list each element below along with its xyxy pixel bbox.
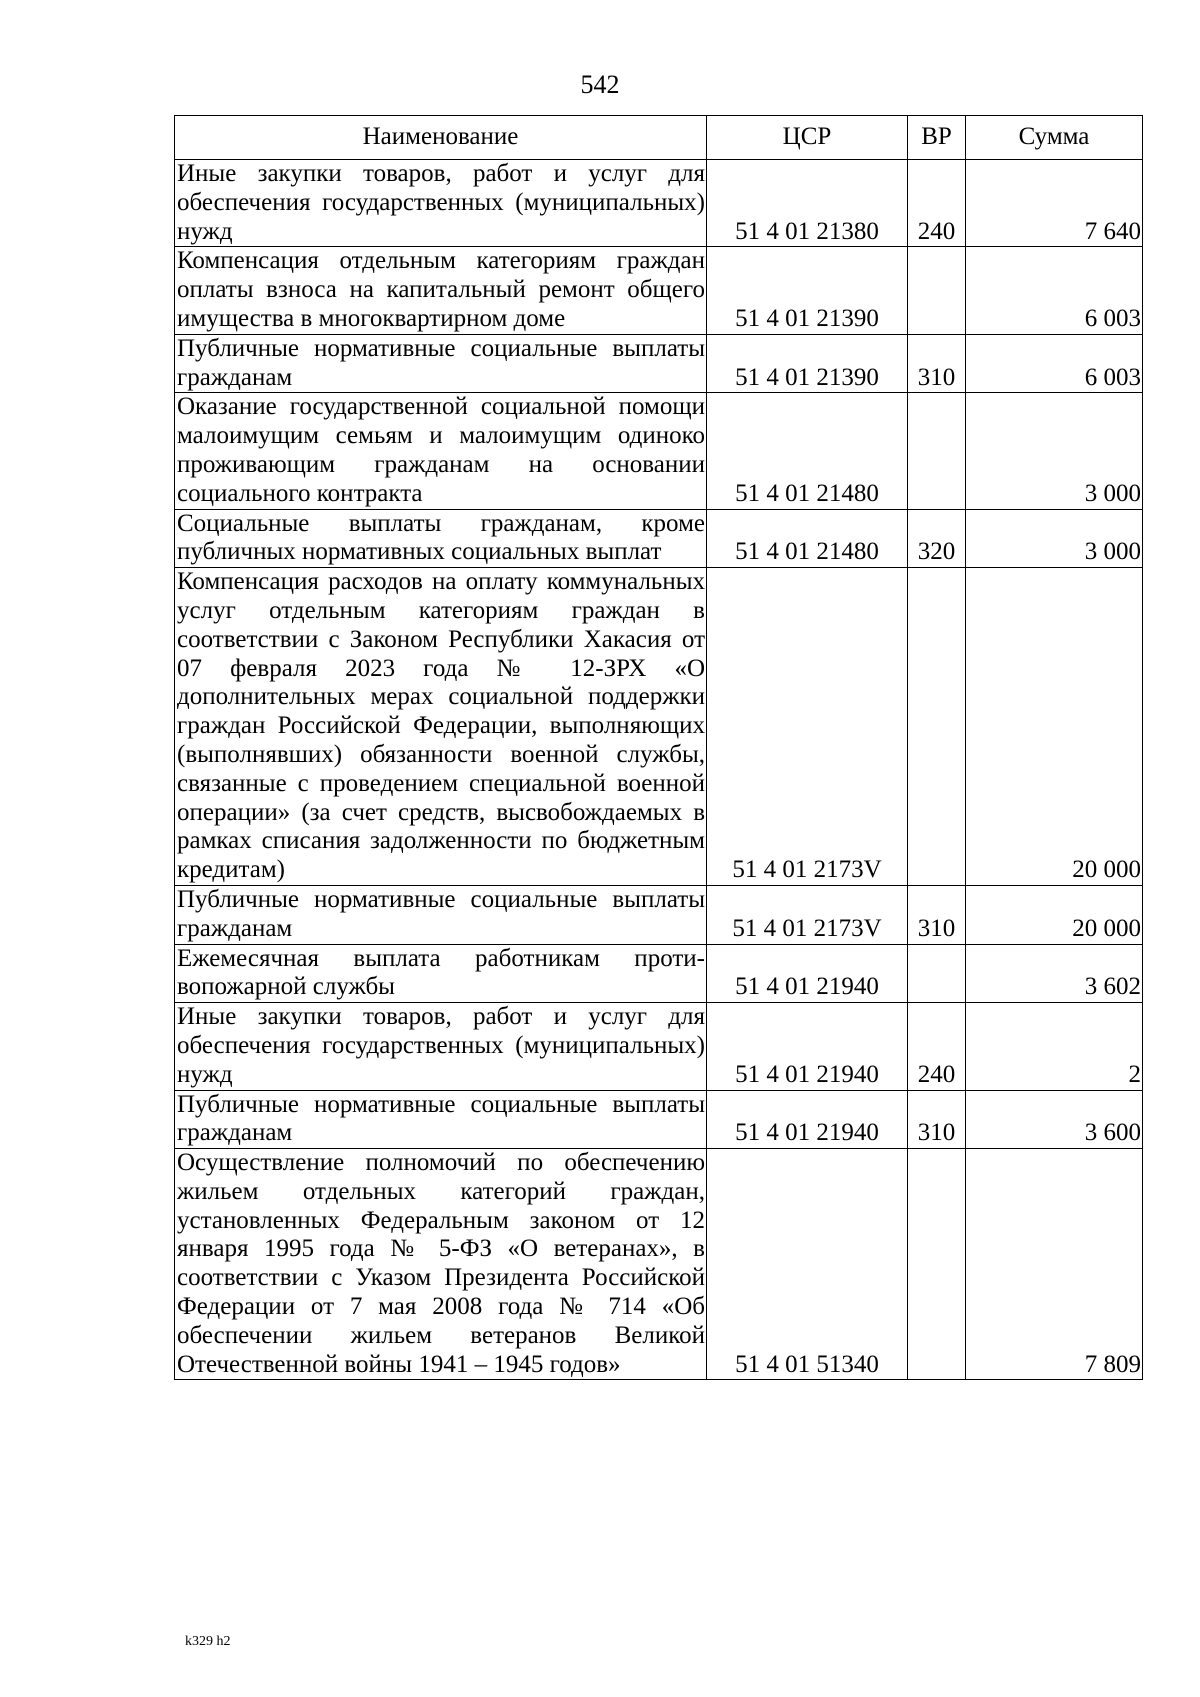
row-vr — [908, 1149, 966, 1380]
table-row — [175, 568, 1143, 886]
table-row — [175, 1149, 1143, 1380]
header-vr: ВР — [908, 116, 966, 160]
row-name: Публичные нормативные социальные выплаты гражданам — [175, 334, 707, 393]
row-csr: 51 4 01 2173V — [707, 885, 908, 944]
row-csr: 51 4 01 21390 — [707, 334, 908, 393]
row-vr — [908, 944, 966, 1003]
table-row — [175, 1003, 1143, 1090]
row-vr: 310 — [908, 1090, 966, 1149]
row-name: Компенсация отдельным категориям граждан оплаты взноса на капитальный ремонт общего имущества в многоквартирном доме — [175, 247, 707, 334]
row-name: Оказание государственной социальной помощи малоимущим семьям и малоимущим одиноко проживающим гражданам на основании социального контракта — [175, 393, 707, 509]
page-number: 542 — [580, 70, 620, 99]
row-csr: 51 4 01 51340 — [707, 1149, 908, 1380]
row-name: Ежемесячная выплата работникам противопожарной службы — [175, 944, 707, 1003]
table-row — [175, 885, 1143, 944]
row-name: Осуществление полномочий по обеспечению жильем отдельных категорий граждан, установленных Федеральным законом от 12 января 1995 года № 5-ФЗ «О ветеранах», в соответствии с Указом Президента Российской Федерации от 7 мая 2008 года № 714 «Об обеспечении жильем ветеранов Великой Отечественной войны 1941 – 1945 годов» — [175, 1149, 707, 1380]
row-csr: 51 4 01 21940 — [707, 944, 908, 1003]
header-row — [175, 116, 1143, 160]
row-name: Иные закупки товаров, работ и услуг для обеспечения государственных (муниципальных) нужд — [175, 160, 707, 247]
row-csr: 51 4 01 2173V — [707, 568, 908, 886]
row-vr — [908, 568, 966, 886]
row-vr: 310 — [908, 885, 966, 944]
row-vr — [908, 247, 966, 334]
row-sum: 7 809 — [966, 1149, 1143, 1380]
header-name: Наименование — [175, 116, 707, 160]
header-csr: ЦСР — [707, 116, 908, 160]
table-header — [175, 116, 1143, 160]
row-name: Иные закупки товаров, работ и услуг для обеспечения государственных (муниципальных) нужд — [175, 1003, 707, 1090]
table-row — [175, 509, 1143, 568]
table-row — [175, 944, 1143, 1003]
row-csr: 51 4 01 21380 — [707, 160, 908, 247]
row-sum: 3 602 — [966, 944, 1143, 1003]
row-sum: 7 640 — [966, 160, 1143, 247]
header-sum: Сумма — [966, 116, 1143, 160]
row-name: Компенсация расходов на оплату коммунальных услуг отдельным категориям граждан в соответствии с Законом Республики Хакасия от 07 февраля 2023 года № 12-ЗРХ «О дополнительных мерах социальной поддержки граждан Российской Федерации, выполняющих (выполнявших) обязанности военной службы, связанные с проведением специальной военной операции» (за счет средств, высвобождаемых в рамках списания задолженности по бюджетным кредитам) — [175, 568, 707, 886]
row-sum: 3 000 — [966, 509, 1143, 568]
row-csr: 51 4 01 21940 — [707, 1090, 908, 1149]
row-sum: 6 003 — [966, 247, 1143, 334]
row-csr: 51 4 01 21480 — [707, 509, 908, 568]
table-body — [175, 160, 1143, 1380]
table-row — [175, 393, 1143, 509]
row-name: Публичные нормативные социальные выплаты гражданам — [175, 1090, 707, 1149]
row-vr: 240 — [908, 1003, 966, 1090]
row-sum: 2 — [966, 1003, 1143, 1090]
table-row — [175, 334, 1143, 393]
row-name: Публичные нормативные социальные выплаты гражданам — [175, 885, 707, 944]
row-sum: 20 000 — [966, 885, 1143, 944]
row-vr — [908, 393, 966, 509]
row-csr: 51 4 01 21480 — [707, 393, 908, 509]
row-sum: 6 003 — [966, 334, 1143, 393]
row-name: Социальные выплаты гражданам, кроме публичных нормативных социальных выплат — [175, 509, 707, 568]
document-code: k329 h2 — [185, 1634, 231, 1649]
row-csr: 51 4 01 21940 — [707, 1003, 908, 1090]
table-row — [175, 160, 1143, 247]
row-sum: 3 600 — [966, 1090, 1143, 1149]
row-sum: 20 000 — [966, 568, 1143, 886]
table-row — [175, 247, 1143, 334]
row-vr: 320 — [908, 509, 966, 568]
row-csr: 51 4 01 21390 — [707, 247, 908, 334]
row-vr: 310 — [908, 334, 966, 393]
row-vr: 240 — [908, 160, 966, 247]
row-sum: 3 000 — [966, 393, 1143, 509]
budget-table — [174, 115, 1143, 1380]
table-row — [175, 1090, 1143, 1149]
